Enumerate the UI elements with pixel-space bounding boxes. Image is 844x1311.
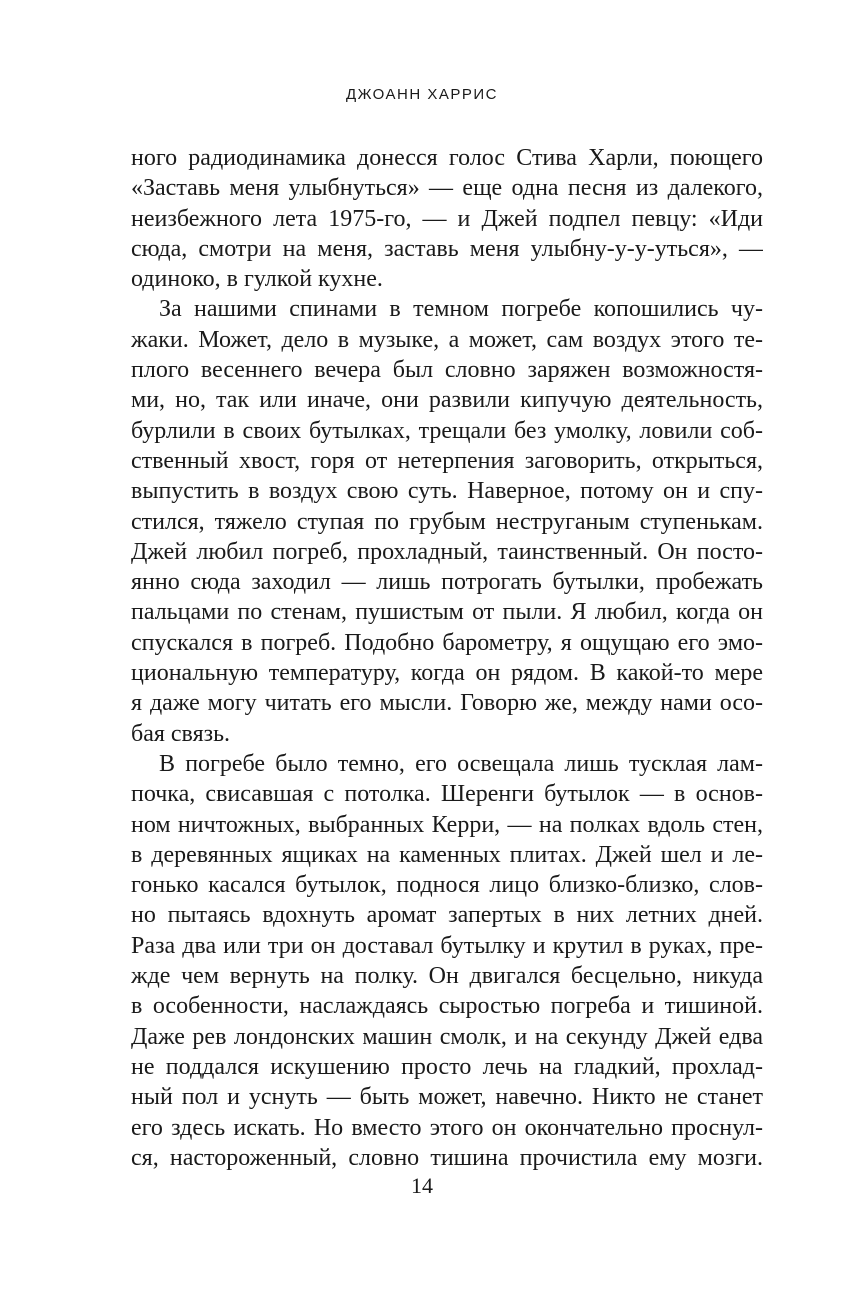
text-line: ный пол и уснуть — быть может, навечно. Никто не станет — [131, 1084, 763, 1111]
text-line: бая связь. — [131, 720, 231, 747]
text-line: его здесь искать. Но вместо этого он окончательно проснул- — [131, 1114, 763, 1141]
text-line: гонько касался бутылок, поднося лицо близко-близко, слов- — [131, 872, 763, 899]
text-line: стился, тяжело ступая по грубым неструганым ступенькам. — [131, 508, 763, 535]
text-line: За нашими спинами в темном погребе копошились чу- — [159, 296, 763, 323]
text-line: я даже могу читать его мысли. Говорю же, между нами осо- — [131, 690, 763, 717]
text-line: спускался в погреб. Подобно барометру, я ощущаю его эмо- — [131, 629, 763, 656]
text-line: но пытаясь вдохнуть аромат запертых в них летних дней. — [131, 902, 763, 929]
text-line: почка, свисавшая с потолка. Шеренги бутылок — в основ- — [131, 781, 763, 808]
text-line: янно сюда заходил — лишь потрогать бутылки, пробежать — [131, 569, 763, 596]
text-line: неизбежного лета 1975-го, — и Джей подпел певцу: «Иди — [131, 205, 763, 232]
text-line: ственный хвост, горя от нетерпения заговорить, открыться, — [131, 447, 763, 474]
text-line: ми, но, так или иначе, они развили кипучую деятельность, — [131, 387, 763, 414]
text-line: жде чем вернуть на полку. Он двигался бесцельно, никуда — [131, 963, 763, 990]
page-number: 14 — [411, 1173, 433, 1198]
text-line: в особенности, наслаждаясь сыростью погреба и тишиной. — [131, 993, 763, 1020]
text-line: Джей любил погреб, прохладный, таинственный. Он посто- — [131, 538, 763, 565]
text-line: В погребе было темно, его освещала лишь тусклая лам- — [159, 750, 763, 777]
text-line: в деревянных ящиках на каменных плитах. Джей шел и ле- — [131, 841, 763, 868]
paragraph-2 — [131, 294, 763, 748]
running-head: ДЖОАНН ХАРРИС — [346, 86, 498, 103]
text-line: пальцами по стенам, пушистым от пыли. Я любил, когда он — [131, 599, 763, 626]
text-line: жаки. Может, дело в музыке, а может, сам воздух этого те- — [131, 326, 763, 353]
text-line: Даже рев лондонских машин смолк, и на секунду Джей едва — [131, 1023, 763, 1050]
text-line: ся, настороженный, словно тишина прочистила ему мозги. — [131, 1144, 763, 1171]
paragraph-1 — [131, 143, 763, 294]
text-line: Раза два или три он доставал бутылку и крутил в руках, пре- — [131, 932, 763, 959]
text-line: ного радиодинамика донесся голос Стива Харли, поющего — [131, 145, 763, 171]
text-line: не поддался искушению просто лечь на гладкий, прохлад- — [131, 1053, 763, 1080]
text-line: выпустить в воздух свою суть. Наверное, потому он и спу- — [131, 478, 763, 505]
body-text — [131, 143, 763, 1173]
text-line: циональную температуру, когда он рядом. В какой-то мере — [131, 660, 763, 687]
text-line: сюда, смотри на меня, заставь меня улыбну-у-у-уться», — — [131, 235, 763, 262]
text-line: одиноко, в гулкой кухне. — [131, 266, 383, 293]
text-line: бурлили в своих бутылках, трещали без умолку, ловили соб- — [131, 417, 763, 444]
text-line: «Заставь меня улыбнуться» — еще одна песня из далекого, — [131, 175, 763, 202]
paragraph-3 — [131, 749, 763, 1173]
text-line: ном ничтожных, выбранных Керри, — на полках вдоль стен, — [131, 811, 763, 838]
text-line: плого весеннего вечера был словно заряжен возможностя- — [131, 357, 763, 384]
